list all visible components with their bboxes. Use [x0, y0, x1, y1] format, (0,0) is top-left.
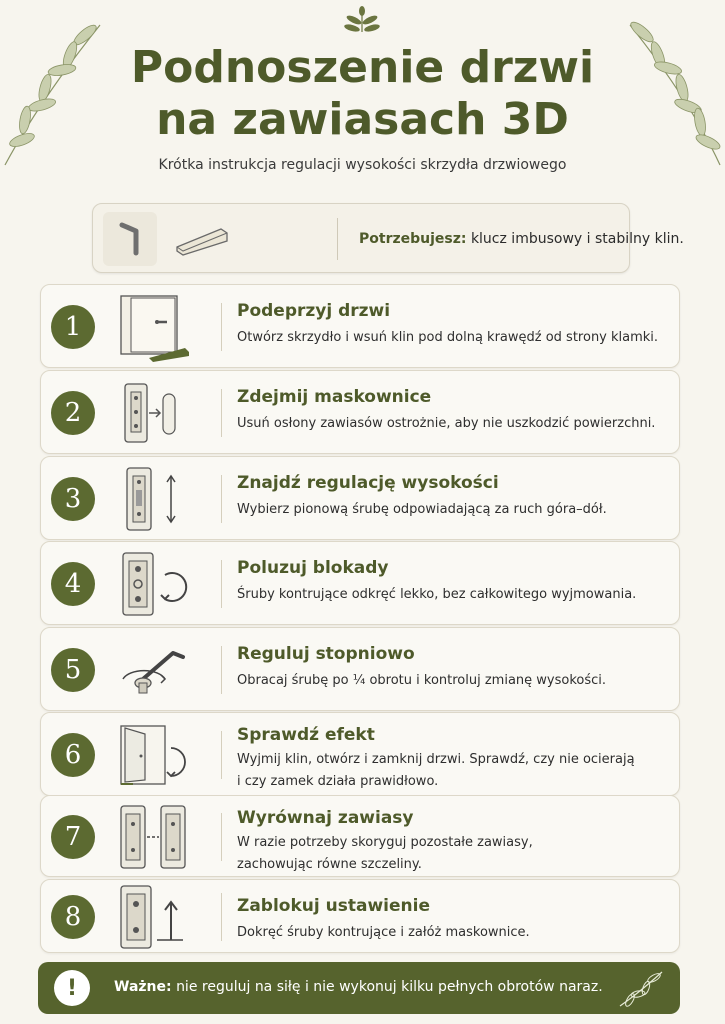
step-card-7	[40, 795, 680, 877]
page-subtitle: Krótka instrukcja regulacji wysokości skrzydła drzwiowego	[158, 157, 567, 173]
step-separator	[221, 475, 222, 523]
warning-banner	[38, 962, 680, 1014]
step-title: Poluzuj blokady	[237, 558, 389, 578]
step-description-line-1: Dokręć śruby kontrujące i załóż maskownice.	[237, 925, 530, 940]
page-title-line-2: na zawiasach 3D	[156, 94, 569, 145]
exclamation-icon: !	[54, 970, 90, 1006]
step-card-8	[40, 879, 680, 953]
step-description-line-1: Usuń osłony zawiasów ostrożnie, aby nie uszkodzić powierzchni.	[237, 416, 656, 431]
step-card-2	[40, 370, 680, 454]
step-description-line-1: Śruby kontrujące odkręć lekko, bez całkowitego wyjmowania.	[237, 587, 637, 602]
step-separator	[221, 560, 222, 608]
step-title: Sprawdź efekt	[237, 725, 375, 745]
hinge-loosen-icon	[111, 548, 195, 620]
door-wedge-icon	[111, 291, 195, 363]
sprig-corner-icon	[616, 966, 668, 1010]
step-separator	[221, 303, 222, 351]
step-number-badge: 6	[51, 733, 95, 777]
step-number-badge: 3	[51, 477, 95, 521]
step-card-4	[40, 541, 680, 625]
step-title: Zablokuj ustawienie	[237, 896, 430, 916]
step-number-badge: 7	[51, 815, 95, 859]
step-description-line-2: i czy zamek działa prawidłowo.	[237, 774, 439, 789]
step-number-badge: 1	[51, 305, 95, 349]
allen-key-icon	[110, 219, 150, 259]
tools-label: Potrzebujesz:	[359, 231, 467, 247]
tools-divider	[337, 218, 338, 260]
step-description-line-1: Wyjmij klin, otwórz i zamknij drzwi. Sprawdź, czy nie ocierają	[237, 752, 635, 767]
step-title: Wyrównaj zawiasy	[237, 808, 414, 828]
tools-description: klucz imbusowy i stabilny klin.	[470, 231, 684, 247]
wedge-tile	[167, 212, 237, 266]
step-description-line-1: Wybierz pionową śrubę odpowiadającą za ruch góra–dół.	[237, 502, 607, 517]
step-number-badge: 5	[51, 648, 95, 692]
step-description-line-1: Obracaj śrubę po ¼ obrotu i kontroluj zmianę wysokości.	[237, 673, 607, 688]
hinge-lock-icon	[111, 881, 195, 953]
hinge-cover-icon	[111, 377, 195, 449]
step-card-3	[40, 456, 680, 540]
step-separator	[221, 389, 222, 437]
allen-key-tile	[103, 212, 157, 266]
sprig-top-decoration	[338, 6, 386, 34]
allen-key-turn-icon	[111, 634, 195, 706]
step-card-5	[40, 627, 680, 711]
step-number-badge: 4	[51, 562, 95, 606]
step-title: Znajdź regulację wysokości	[237, 473, 499, 493]
step-description-line-2: zachowując równe szczeliny.	[237, 857, 422, 872]
hinges-align-icon	[111, 801, 195, 873]
step-card-6	[40, 712, 680, 796]
warning-label: Ważne:	[114, 979, 172, 995]
page-title-line-1: Podnoszenie drzwi	[130, 42, 595, 93]
step-number-badge: 8	[51, 895, 95, 939]
wedge-icon	[173, 221, 231, 257]
step-separator	[221, 646, 222, 694]
tools-needed-box	[92, 203, 684, 273]
door-check-icon	[111, 719, 195, 791]
tools-text	[359, 231, 684, 247]
step-separator	[221, 813, 222, 861]
step-separator	[221, 893, 222, 941]
step-title: Podeprzyj drzwi	[237, 301, 391, 321]
step-title: Reguluj stopniowo	[237, 644, 415, 664]
step-card-1	[40, 284, 680, 368]
step-description-line-1: W razie potrzeby skoryguj pozostałe zawiasy,	[237, 835, 533, 850]
step-separator	[221, 731, 222, 779]
step-title: Zdejmij maskownice	[237, 387, 432, 407]
step-number-badge: 2	[51, 391, 95, 435]
step-description-line-1: Otwórz skrzydło i wsuń klin pod dolną krawędź od strony klamki.	[237, 330, 659, 345]
warning-text	[114, 979, 603, 995]
hinge-vertical-icon	[111, 463, 195, 535]
warning-description: nie reguluj na siłę i nie wykonuj kilku pełnych obrotów naraz.	[176, 979, 603, 995]
